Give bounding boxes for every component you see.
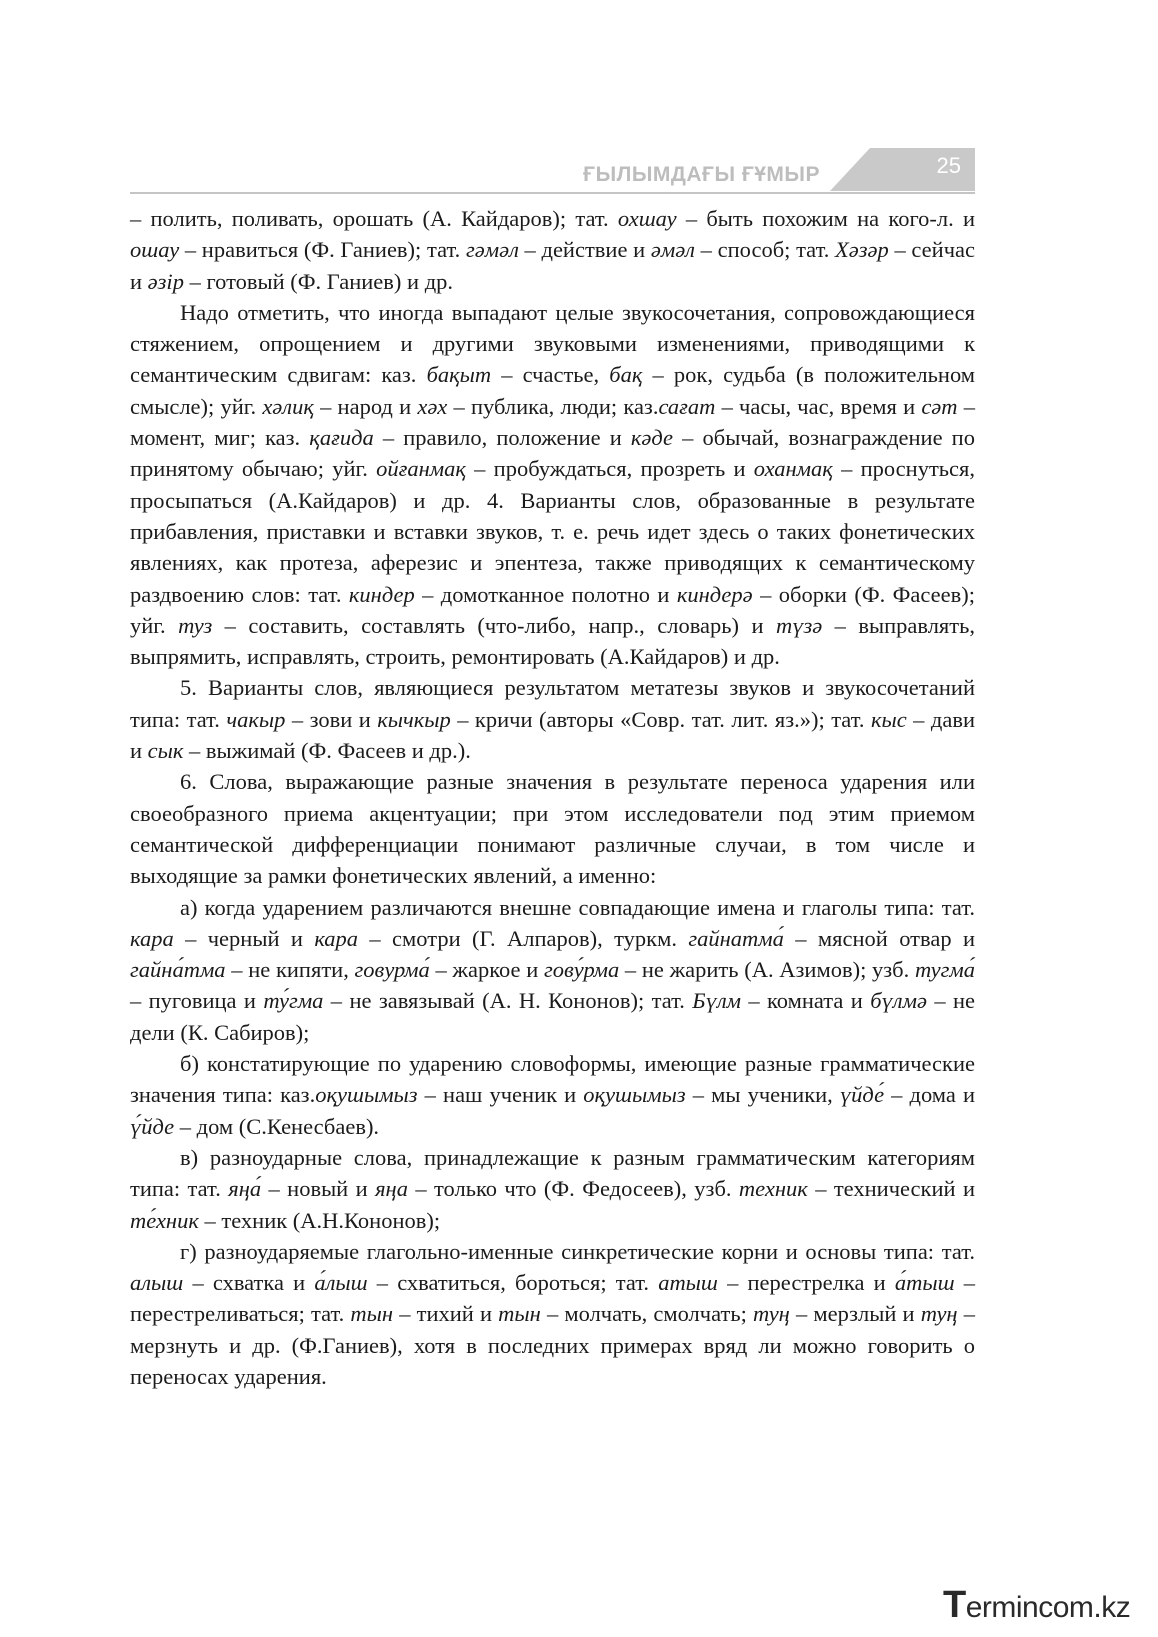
italic-term: Хәзәр [835, 237, 889, 263]
italic-term: туң [753, 1301, 790, 1327]
text-run: – выжимай (Ф. Фасеев и др.). [183, 738, 471, 764]
text-run: – не завязывай (А. Н. Кононов); тат. [323, 988, 693, 1014]
italic-term: кәде [630, 425, 674, 451]
italic-term: гәмәл [465, 237, 519, 263]
italic-term: охшау [617, 206, 677, 231]
italic-term: гайнатма́ [688, 925, 784, 951]
text-run: а) когда ударением различаются внешне совпадающие имена и глаголы типа: тат. [180, 894, 975, 920]
italic-term: оқушымыз [315, 1082, 418, 1108]
text-run: – народ и [313, 393, 418, 419]
text-run: – комната и [741, 988, 871, 1014]
italic-term: яңа [375, 1176, 408, 1202]
text-run: – не жарить (А. Азимов); узб. [619, 957, 915, 983]
text-run: – быть похожим на кого-л. и [676, 206, 975, 231]
italic-term: сағат [658, 393, 716, 419]
header-rule [130, 192, 975, 194]
text-run: – черный и [173, 925, 315, 951]
italic-term: сәт [921, 393, 958, 419]
italic-term: туң [920, 1301, 958, 1327]
italic-term: қағида [309, 425, 374, 451]
text-run: – мерзнуть и др. (Ф.Ганиев), хотя в последних примерах вряд ли можно говорить о переносах ударения. [130, 1301, 975, 1389]
italic-term: киндер [348, 581, 415, 607]
italic-term: тын [498, 1301, 541, 1327]
italic-term: ойғанмақ [376, 456, 466, 482]
italic-term: әмәл [650, 237, 695, 263]
text-run: – мерзлый и [789, 1301, 921, 1327]
text-run: – техник (А.Н.Кононов); [198, 1207, 441, 1233]
italic-term: ошау [130, 237, 180, 263]
text-run: – молчать, смолчать; [540, 1301, 753, 1327]
text-run: – только что (Ф. Федосеев), узб. [407, 1176, 739, 1202]
italic-term: техник [738, 1176, 808, 1202]
paragraph [130, 766, 975, 891]
watermark-text: erminc [965, 1591, 1053, 1624]
paragraph [130, 1236, 975, 1392]
text-run: – действие и [518, 237, 651, 263]
text-run: – правило, положение и [373, 425, 631, 451]
text-run: – дома и [884, 1082, 976, 1108]
italic-term: ү́йде [130, 1113, 175, 1139]
text-run: – зови и [285, 706, 378, 732]
italic-term: сык [147, 738, 184, 764]
text-run: – перестреливаться; тат. [130, 1270, 975, 1327]
text-run: б) констатирующие по ударению словоформы, имеющие разные грамматические значения типа: каз. [130, 1051, 975, 1108]
text-run: – дом (С.Кенесбаев). [174, 1113, 380, 1139]
italic-term: кара [130, 925, 174, 951]
italic-term: а́тыш [894, 1270, 955, 1296]
italic-term: кыс [870, 706, 907, 732]
italic-term: говурма́ [354, 957, 430, 983]
italic-term: яңа́ [228, 1176, 262, 1202]
text-run: – выправлять, выпрямить, исправлять, строить, ремонтировать (А.Кайдаров) и др. [130, 612, 975, 670]
watermark-logo [943, 1584, 1130, 1627]
italic-term: тугма́ [914, 957, 976, 983]
watermark-magnifier-icon: o [1052, 1591, 1069, 1624]
body-text [130, 203, 975, 1392]
text-run: 5. Варианты слов, являющиеся результатом метатезы звуков и звукосочетаний типа: тат. [130, 675, 975, 732]
text-run: – кричи (авторы «Совр. тат. лит. яз.»); тат. [450, 706, 871, 732]
text-run: – сейчас и [130, 237, 975, 294]
page-number: 25 [936, 153, 961, 178]
text-run: – рок, судьба (в положительном смысле); уйг. [130, 362, 975, 419]
italic-term: оқушымыз [583, 1082, 686, 1108]
text-run: в) разноударные слова, принадлежащие к разным грамматическим категориям типа: тат. [130, 1144, 975, 1202]
text-run: – пуговица и [130, 988, 264, 1014]
text-run: – обычай, вознаграждение по принятому обычаю; уйг. [130, 425, 975, 482]
text-run: – момент, миг; каз. [130, 393, 976, 451]
paragraph [130, 892, 975, 1048]
italic-term: Бүлм [692, 988, 741, 1014]
text-run: – жаркое и [429, 957, 544, 983]
italic-term: гову́рма [543, 957, 620, 983]
italic-term: туз [178, 612, 213, 638]
italic-term: хәлиқ [262, 393, 314, 419]
text-run: – не кипяти, [225, 957, 355, 983]
text-run: – технический и [807, 1176, 975, 1202]
italic-term: хәх [417, 393, 448, 419]
text-run: – нравиться (Ф. Ганиев); тат. [179, 237, 466, 263]
text-run: – перестрелка и [717, 1270, 895, 1296]
text-run: – схватиться, бороться; тат. [367, 1270, 659, 1296]
text-run: 6. Слова, выражающие разные значения в результате переноса ударения или своеобразного приема акцентуации; при этом исследователи под этим приемом семантической дифференциации понимают различные случаи, в том числе и выходящие за рамки фонетических явлений, а именно: [130, 769, 975, 889]
text-run: – составить, составлять (что-либо, напр., словарь) и [212, 612, 776, 638]
text-run: – мясной отвар и [783, 925, 975, 951]
text-run: г) разноударяемые глагольно-именные синкретические корни и основы типа: тат. [180, 1238, 975, 1264]
text-run: – наш ученик и [417, 1082, 584, 1108]
italic-term: үйде́ [839, 1082, 885, 1108]
italic-term: а́лыш [314, 1270, 368, 1296]
watermark-initial: T [943, 1584, 966, 1626]
text-run: – тихий и [393, 1301, 499, 1327]
italic-term: кара [314, 925, 359, 951]
text-run: – схватка и [183, 1270, 315, 1296]
italic-term: гайна́тма [130, 957, 226, 983]
italic-term: атыш [658, 1270, 718, 1296]
italic-term: түзә [775, 612, 823, 638]
text-run: – пробуждаться, прозреть и [465, 456, 754, 482]
text-run: – новый и [261, 1176, 376, 1202]
paragraph [130, 1142, 975, 1236]
paragraph [130, 203, 975, 297]
text-run: – не дели (К. Сабиров); [130, 988, 975, 1045]
italic-term: бақыт [426, 362, 492, 388]
italic-term: тын [350, 1301, 394, 1327]
italic-term: ту́гма [263, 988, 324, 1014]
text-run: – счастье, [491, 362, 610, 388]
italic-term: кычкыр [377, 706, 451, 732]
text-run: – дави и [130, 706, 975, 764]
italic-term: бүлмә [870, 988, 927, 1014]
italic-term: алыш [130, 1270, 184, 1296]
text-run: – часы, час, время и [715, 393, 922, 419]
header-title: ҒЫЛЫМДАҒЫ ҒҰМЫР [583, 163, 820, 186]
text-run: – проснуться, просыпаться (А.Кайдаров) и др. 4. Варианты слов, образованные в результате прибавления, приставки и вставки звуков, т. е. речь идет здесь о таких фонетических явлениях, как протеза, аферезис и эпентеза, также приводящих к семантическому раздвоению слов: тат. [130, 456, 976, 607]
paragraph [130, 672, 975, 766]
italic-term: чакыр [226, 706, 286, 732]
text-run: – домотканное полотно и [414, 581, 677, 607]
italic-term: киндерә [676, 581, 753, 607]
paragraph [130, 297, 975, 673]
italic-term: оханмақ [753, 456, 833, 482]
text-run: – способ; тат. [695, 237, 836, 263]
text-run: – готовый (Ф. Ганиев) и др. [183, 268, 454, 294]
text-run: Надо отметить, что иногда выпадают целые звукосочетания, сопровождающиеся стяжением, опрощением и другими звуковыми изменениями, приводящими к семантическим сдвигам: каз. [130, 299, 975, 388]
text-run: – смотри (Г. Алпаров), туркм. [358, 925, 689, 951]
watermark-domain: m.kz [1068, 1591, 1131, 1624]
italic-term: әзір [147, 268, 184, 294]
italic-term: бақ [609, 362, 643, 388]
italic-term: те́хник [130, 1207, 199, 1233]
running-header [130, 148, 975, 196]
paragraph [130, 1048, 975, 1142]
text-run: – полить, поливать, орошать (А. Кайдаров); тат. [130, 206, 618, 231]
text-run: – оборки (Ф. Фасеев); уйг. [130, 581, 975, 638]
text-run: – мы ученики, [685, 1082, 840, 1108]
text-run: – публика, люди; каз. [447, 393, 659, 419]
